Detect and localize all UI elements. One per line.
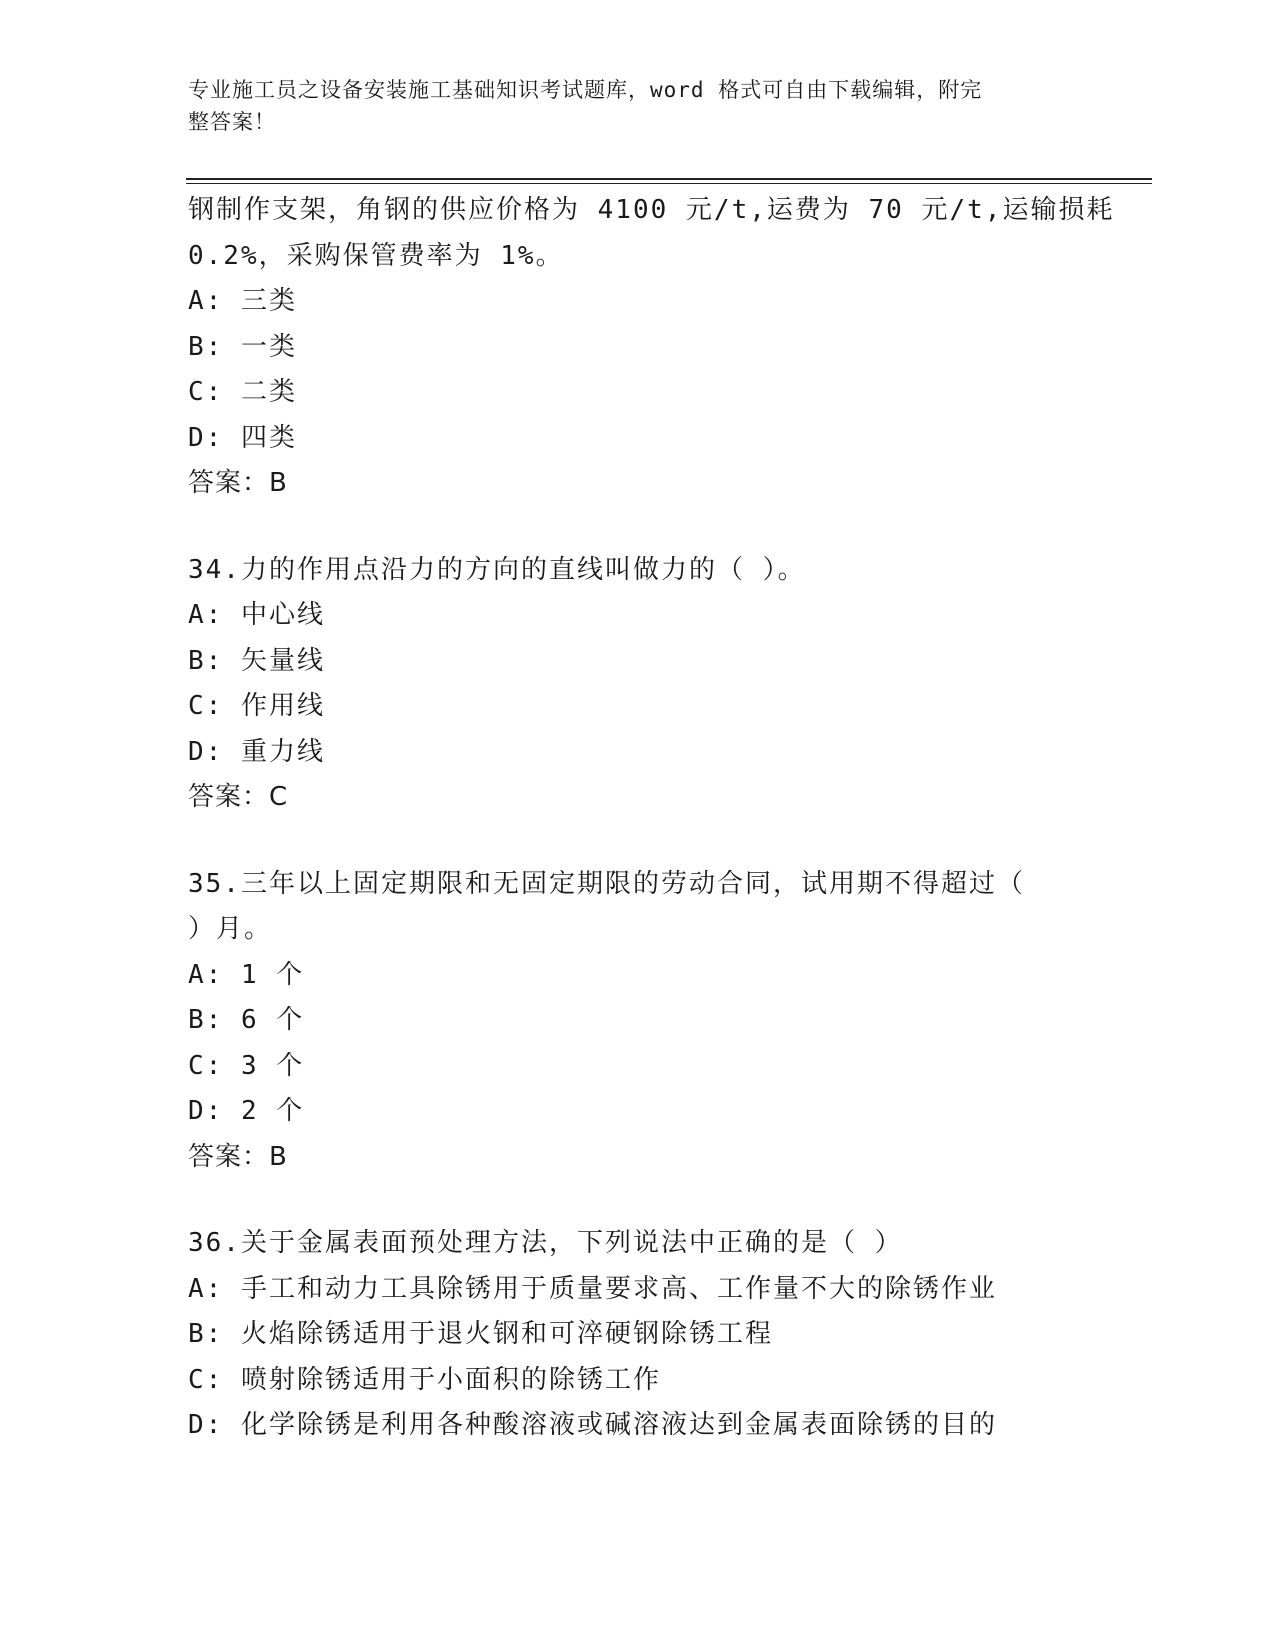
- question-stem-line: ）月。: [188, 914, 273, 944]
- question-stem-line: 36.关于金属表面预处理方法，下列说法中正确的是（ ）: [188, 1228, 903, 1258]
- question-36: [188, 1221, 1088, 1449]
- document-header: [188, 74, 1068, 138]
- option-b: B: 矢量线: [188, 645, 325, 676]
- option-c: C: 3 个: [188, 1050, 305, 1081]
- option-c: C: 二类: [188, 377, 297, 407]
- header-line-2: 整答案！: [188, 110, 276, 134]
- option-d: D: 重力线: [188, 736, 325, 767]
- option-c: C: 作用线: [188, 691, 325, 721]
- question-33-continued: [188, 188, 1115, 507]
- question-list: [188, 188, 1115, 1449]
- option-a: A: 1 个: [188, 959, 305, 990]
- option-c: C: 喷射除锈适用于小面积的除锈工作: [188, 1364, 661, 1395]
- option-d: D: 四类: [188, 422, 297, 453]
- header-line-1: 专业施工员之设备安装施工基础知识考试题库，word 格式可自由下载编辑，附完: [188, 78, 983, 102]
- option-d: D: 化学除锈是利用各种酸溶液或碱溶液达到金属表面除锈的目的: [188, 1410, 997, 1440]
- question-stem-line: 钢制作支架，角钢的供应价格为 4100 元/t,运费为 70 元/t,运输损耗: [188, 195, 1115, 225]
- question-gap: [188, 821, 1088, 862]
- header-divider-thin: [186, 183, 1152, 184]
- question-stem-line: 0.2%，采购保管费率为 1%。: [188, 240, 564, 271]
- option-a: A: 中心线: [188, 600, 325, 630]
- header-divider-thick: [186, 178, 1152, 180]
- question-gap: [188, 1180, 1088, 1221]
- answer-line: 答案：B: [188, 468, 288, 498]
- question-35: [188, 862, 1088, 1181]
- option-a: A: 三类: [188, 286, 297, 316]
- answer-line: 答案：C: [188, 782, 289, 812]
- answer-line: 答案：B: [188, 1141, 288, 1172]
- question-stem-line: 34.力的作用点沿力的方向的直线叫做力的（ ）。: [188, 554, 806, 585]
- option-b: B: 火焰除锈适用于退火钢和可淬硬钢除锈工程: [188, 1319, 773, 1349]
- question-gap: [188, 507, 1088, 548]
- option-b: B: 一类: [188, 331, 297, 362]
- option-b: B: 6 个: [188, 1005, 305, 1035]
- option-a: A: 手工和动力工具除锈用于质量要求高、工作量不大的除锈作业: [188, 1273, 997, 1304]
- question-34: [188, 548, 1088, 821]
- question-stem-line: 35.三年以上固定期限和无固定期限的劳动合同，试用期不得超过（: [188, 868, 1025, 899]
- option-d: D: 2 个: [188, 1096, 305, 1126]
